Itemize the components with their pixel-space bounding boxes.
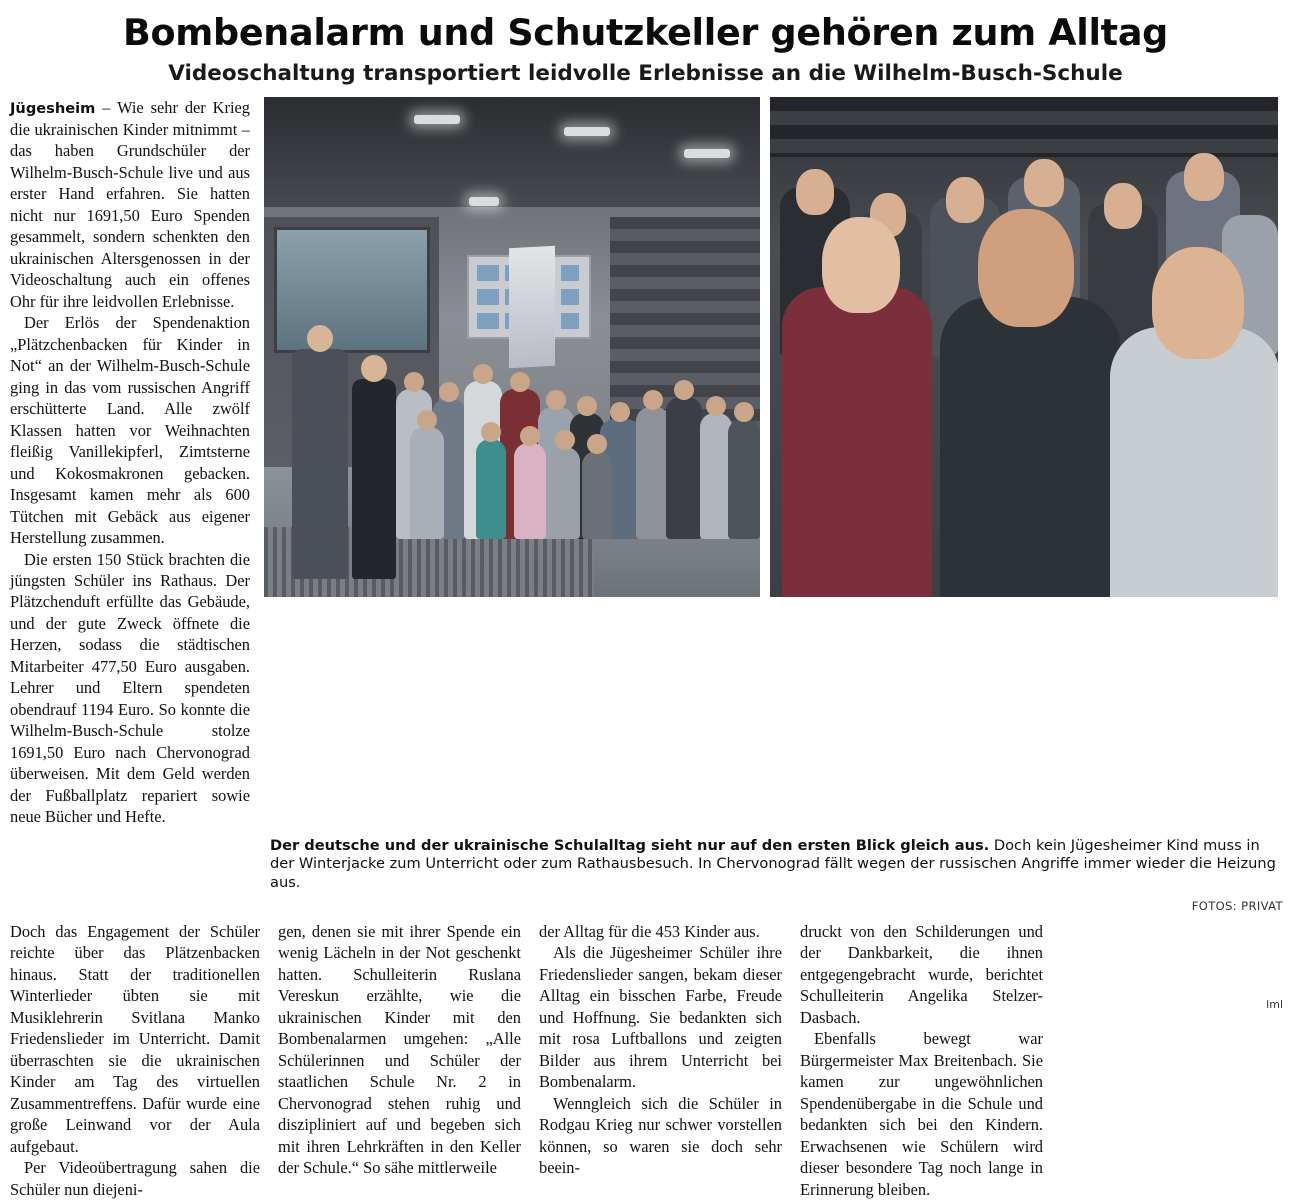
page-title: Bombenalarm und Schutzkeller gehören zum Alltag bbox=[123, 11, 1168, 54]
photo-group bbox=[260, 97, 1283, 827]
author-signature: lml bbox=[1266, 998, 1283, 1011]
photo-german-school bbox=[264, 97, 760, 597]
photo-ukrainian-school bbox=[770, 97, 1278, 597]
top-block bbox=[10, 97, 1283, 827]
photo-caption bbox=[270, 837, 1283, 893]
page-subtitle: Videoschaltung transportiert leidvolle Erlebnisse an die Wilhelm-Busch-Schule bbox=[168, 60, 1123, 86]
article-column-1 bbox=[10, 97, 260, 827]
lead-paragraph-text: – Wie sehr der Krieg die ukrainischen Kinder mitnimmt – das haben Grundschüler der Wilhelm-Busch-Schule live und aus erster Hand erfahren. Sie hatten nicht nur 1691,50 Euro Spenden gesammelt, sondern schenkten den ukrainischen Altersgenossen in der Videoschaltung auch ein offenes Ohr für ihre leidvollen Erlebnisse. bbox=[10, 98, 250, 311]
paragraph: gen, denen sie mit ihrer Spende ein wenig Lächeln in der Not geschenkt hatten. Schulleiterin Ruslana Vereskun erzählte, wie die ukrainischen Kinder mit den Bombenalarmen umgehen: „Alle Schülerinnen und Schüler der staatlichen Schule Nr. 2 in Chervonograd stehen ruhig und diszipliniert auf und begeben sich mit ihren Lehrkräften in den Keller der Schule.“ So sähe mittlerweile bbox=[278, 921, 521, 1178]
photo-right-artwork bbox=[770, 97, 1278, 597]
paragraph: Wenngleich sich die Schüler in Rodgau Krieg nur schwer vorstellen können, so waren sie doch sehr beein- bbox=[539, 1093, 782, 1178]
paragraph: Als die Jügesheimer Schüler ihre Friedenslieder sangen, bekam dieser Alltag ein bisschen Farbe, Freude und Hoffnung. Sie bedankten sich mit rosa Luftballons und zeigten Bilder aus ihrem Unterricht bei Bombenalarm. bbox=[539, 943, 782, 1092]
paragraph: Die ersten 150 Stück brachten die jüngsten Schüler ins Rathaus. Der Plätzchenduft erfüllte das Gebäude, und der gute Zweck öffnete die Herzen, sodass die städtischen Mitarbeiter 477,50 Euro ausgaben. Lehrer und Eltern spendeten obendrauf 1194 Euro. So konnte die Wilhelm-Busch-Schule stolze 1691,50 Euro nach Chervonograd überweisen. Mit dem Geld werden der Fußballplatz repariert sowie neue Bücher und Hefte. bbox=[10, 549, 250, 827]
article-column-5 bbox=[800, 921, 1043, 1200]
dateline: Jügesheim bbox=[10, 100, 96, 118]
article-column-2 bbox=[10, 921, 260, 1200]
bottom-columns bbox=[10, 921, 1283, 1200]
paragraph: Per Videoübertragung sahen die Schüler nun diejeni- bbox=[10, 1158, 260, 1199]
photo-credit: FOTOS: PRIVAT bbox=[1191, 898, 1283, 913]
paragraph: der Alltag für die 453 Kinder aus. bbox=[539, 921, 760, 941]
lead-paragraph bbox=[10, 97, 250, 312]
photo-caption-lead: Der deutsche und der ukrainische Schulalltag sieht nur auf den ersten Blick gleich aus. bbox=[270, 836, 990, 854]
article-column-4 bbox=[539, 921, 782, 1200]
paragraph: Der Erlös der Spendenaktion „Plätzchenbacken für Kinder in Not“ an der Wilhelm-Busch-Schule ging in das vom russischen Angriff erschütterte Land. Alle zwölf Klassen hatten vor Weihnachten fleißig Vanillekipferl, Zimtsterne und Kokosmakronen gebacken. Insgesamt kamen mehr als 600 Tütchen mit Gebäck aus eigener Herstellung zusammen. bbox=[10, 313, 250, 548]
paragraph: Doch das Engagement der Schüler reichte über das Plätzenbacken hinaus. Statt der traditionellen Winterlieder übten sie mit Musiklehrerin Svitlana Manko Friedenslieder im Unterricht. Damit überraschten sie die ukrainischen Kinder am Tag des virtuellen Zusammentreffens. Dafür wurde eine große Leinwand vor der Aula aufgebaut. bbox=[10, 921, 260, 1156]
photo-caption-rest: Doch kein Jügesheimer Kind muss in der Winterjacke zum Unterricht oder zum Rathausbesuch. In Chervonograd fällt wegen der russischen Angriffe immer wieder die Heizung aus. bbox=[270, 836, 1276, 892]
article-column-3 bbox=[278, 921, 521, 1200]
paragraph: Ebenfalls bewegt war Bürgermeister Max Breitenbach. Sie kamen zur ungewöhnlichen Spendenübergabe in die Schule und bedankten sich bei den Kindern. Erwachsenen wie Schülern wird dieser besondere Tag noch lange in Erinnerung bleiben. bbox=[800, 1029, 1043, 1199]
photo-left-artwork bbox=[264, 97, 760, 597]
photo-caption-block bbox=[270, 837, 1283, 913]
paragraph: druckt von den Schilderungen und der Dankbarkeit, die ihnen entgegengebracht wurde, berichtet Schulleiterin Angelika Stelzer-Dasbach. bbox=[800, 921, 1043, 1027]
newspaper-page bbox=[0, 11, 1291, 1199]
